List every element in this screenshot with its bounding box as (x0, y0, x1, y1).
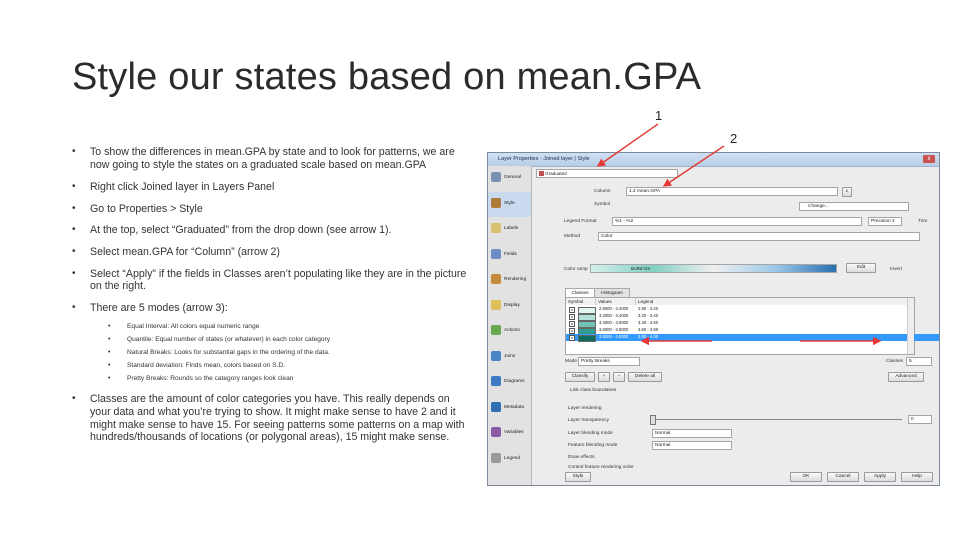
tab-classes[interactable]: Classes (565, 288, 595, 298)
sidebar-item-fields[interactable] (488, 243, 531, 269)
dialog-titlebar[interactable] (488, 153, 939, 167)
sidebar-item-actions[interactable] (488, 319, 531, 345)
general-icon (491, 172, 501, 182)
sidebar-item-legend[interactable] (488, 447, 531, 473)
sidebar-item-label: Style (504, 200, 515, 206)
bullet-list (72, 146, 467, 444)
classes-table[interactable] (565, 297, 915, 355)
apply-button[interactable]: Apply (864, 472, 896, 482)
method-dropdown[interactable]: Color (598, 232, 920, 241)
method-label: Method (564, 234, 580, 239)
sidebar-item-labels[interactable] (488, 217, 531, 243)
row-legend: 3.80 - 4.00 (638, 334, 659, 339)
column-header-legend[interactable]: Legend (636, 298, 908, 305)
layer-properties-dialog (487, 152, 940, 486)
tab-histogram[interactable]: Histogram (594, 288, 630, 298)
sidebar-item-diagrams[interactable] (488, 370, 531, 396)
bullet-item: • Right click Joined layer in Layers Panel (72, 181, 467, 194)
row-checkbox[interactable]: x (571, 314, 573, 319)
sidebar-item-label: Rendering (504, 277, 527, 282)
column-label: Column (594, 189, 611, 194)
symbol-label: Symbol (594, 202, 610, 207)
cancel-button[interactable]: Cancel (827, 472, 859, 482)
remove-class-button[interactable]: − (613, 372, 625, 382)
actions-icon (491, 325, 501, 335)
row-checkbox[interactable]: x (571, 321, 573, 326)
row-legend: 2.90 - 3.20 (638, 306, 659, 311)
transparency-slider[interactable] (652, 419, 902, 420)
help-button[interactable]: Help (901, 472, 933, 482)
symbol-button[interactable]: Change... (799, 202, 909, 211)
sidebar-item-label: Fields (504, 251, 517, 257)
add-class-button[interactable]: + (598, 372, 610, 382)
transparency-slider-handle[interactable] (650, 415, 656, 425)
sidebar-item-label: Actions (504, 328, 520, 333)
color-swatch[interactable] (578, 335, 596, 342)
display-icon (491, 300, 501, 310)
sidebar-item-label: Variables (504, 430, 524, 435)
row-checkbox[interactable]: x (571, 335, 573, 340)
feature-blending-dropdown[interactable]: Normal (652, 441, 732, 450)
sidebar-item-label: Display (504, 302, 520, 308)
renderer-value: Graduated (545, 171, 567, 176)
bullet-item: • Go to Properties > Style (72, 203, 467, 216)
layer-transparency-label: Layer transparency (568, 418, 610, 423)
sidebar-item-label: Diagrams (504, 379, 525, 384)
expression-button[interactable]: ε (842, 187, 852, 197)
sub-bullet-item: • Pretty Breaks: Rounds so the category ranges look clean (72, 372, 467, 385)
row-legend: 3.60 - 3.80 (638, 327, 659, 332)
style-panel (534, 166, 937, 486)
sidebar-item-label: General (504, 175, 522, 180)
ok-button[interactable]: OK (790, 472, 822, 482)
annotation-1: 1 (655, 108, 663, 123)
row-values: 2.9000 - 3.2000 (599, 306, 629, 311)
row-values: 3.2000 - 3.4000 (599, 313, 629, 318)
sidebar-item-rendering[interactable] (488, 268, 531, 294)
metadata-icon (491, 402, 501, 412)
bullet-item: • There are 5 modes (arrow 3): (72, 302, 467, 315)
sidebar-item-label: Labels (504, 226, 519, 231)
control-order-checkbox[interactable]: Control feature rendering order (568, 465, 634, 470)
slide-title: Style our states based on mean.GPA (72, 56, 702, 98)
bullet-item: • At the top, select “Graduated” from the drop down (see arrow 1). (72, 224, 467, 237)
layer-blending-label: Layer blending mode (568, 431, 613, 436)
layer-rendering-header[interactable]: Layer rendering (568, 406, 602, 411)
precision-field[interactable]: Precision 2 (868, 217, 902, 226)
column-header-symbol[interactable]: Symbol (566, 298, 596, 305)
sidebar-item-joins[interactable] (488, 345, 531, 371)
column-dropdown[interactable]: 1.2 mean.GPA (626, 187, 838, 196)
table-row[interactable] (566, 306, 940, 313)
column-header-values[interactable]: Values (596, 298, 636, 305)
rendering-icon (491, 274, 501, 284)
sub-bullet-item: • Quantile: Equal number of states (or whatever) in each color category (72, 333, 467, 346)
edit-button[interactable]: Edit (846, 263, 876, 273)
row-legend: 3.40 - 3.60 (638, 320, 659, 325)
invert-checkbox[interactable]: Invert (890, 267, 902, 272)
delete-all-button[interactable]: Delete all (628, 372, 662, 382)
draw-effects-checkbox[interactable]: Draw effects (568, 455, 595, 460)
variables-icon (491, 427, 501, 437)
style-icon (491, 198, 501, 208)
row-values: 3.8000 - 4.0000 (599, 334, 629, 339)
advanced-button[interactable]: Advanced (888, 372, 924, 382)
sidebar-item-metadata[interactable] (488, 396, 531, 422)
joins-icon (491, 351, 501, 361)
diagrams-icon (491, 376, 501, 386)
sidebar-item-style[interactable] (488, 192, 531, 218)
graduated-icon (539, 171, 544, 176)
classes-spinbox[interactable]: 5 (906, 357, 932, 366)
legend-format-field[interactable]: %1 - %2 (612, 217, 862, 226)
annotation-2: 2 (730, 131, 738, 146)
trim-label: Trim (918, 219, 928, 224)
sub-bullet-item: • Natural Breaks: Looks for substantial gaps in the ordering of the data. (72, 346, 467, 359)
link-boundaries-checkbox[interactable]: Link class boundaries (570, 388, 617, 393)
table-row[interactable] (566, 334, 940, 341)
table-row[interactable] (566, 320, 940, 327)
row-checkbox[interactable]: x (571, 328, 573, 333)
sidebar-item-variables[interactable] (488, 421, 531, 447)
row-values: 3.6000 - 3.8000 (599, 327, 629, 332)
feature-blending-label: Feature blending mode (568, 443, 618, 448)
row-checkbox[interactable]: x (571, 307, 573, 312)
sidebar-item-label: Metadata (504, 404, 525, 410)
legend-format-label: Legend Format (564, 219, 597, 224)
classes-label: Classes (886, 359, 904, 364)
row-legend: 3.20 - 3.40 (638, 313, 659, 318)
close-icon[interactable]: x (923, 155, 935, 163)
legend-icon (491, 453, 501, 463)
bullet-item: • Select “Apply” if the fields in Classes aren’t populating like they are in the picture on the right. (72, 268, 467, 293)
layer-blending-dropdown[interactable]: Normal (652, 429, 732, 438)
dialog-sidebar (488, 166, 532, 486)
sidebar-item-label: Legend (504, 455, 521, 461)
bullet-item: • Select mean.GPA for “Column” (arrow 2) (72, 246, 467, 259)
classify-button[interactable]: Classify (565, 372, 595, 382)
table-row[interactable] (566, 327, 940, 334)
mode-label: Mode (565, 359, 577, 364)
labels-icon (491, 223, 501, 233)
dialog-title: Layer Properties - Joined layer | Style (498, 156, 590, 162)
sidebar-item-label: Joins (504, 353, 516, 359)
sub-bullet-item: • Standard deviation: Finds mean, colors based on S.D. (72, 359, 467, 372)
sub-bullet-item: • Equal Interval: All colors equal numeric range (72, 320, 467, 333)
table-scrollbar[interactable] (907, 298, 914, 354)
transparency-spinbox[interactable]: 0 (908, 415, 932, 424)
row-values: 3.4000 - 3.6000 (599, 320, 629, 325)
sidebar-item-display[interactable] (488, 294, 531, 320)
renderer-dropdown[interactable] (536, 169, 678, 178)
sidebar-item-general[interactable] (488, 166, 531, 192)
fields-icon (491, 249, 501, 259)
color-ramp-dropdown[interactable]: BuRd-Gn (590, 264, 837, 273)
mode-dropdown[interactable]: Pretty Breaks (578, 357, 640, 366)
bullet-item: • To show the differences in mean.GPA by state and to look for patterns, we are now going to style the states on a graduated scale based on mean.GPA (72, 146, 467, 171)
bullet-item: • Classes are the amount of color categories you have. This really depends on your data and what you’re trying to show. It might make sense to have 2 and it might make sense to have 15. For seeing patterns some patterns on a map with hundreds/thousands of locations (or polygonal areas), 15 might make sense. (72, 393, 467, 443)
style-button[interactable]: Style (565, 472, 591, 482)
table-row[interactable] (566, 313, 940, 320)
color-ramp-label: Color ramp (564, 267, 588, 272)
